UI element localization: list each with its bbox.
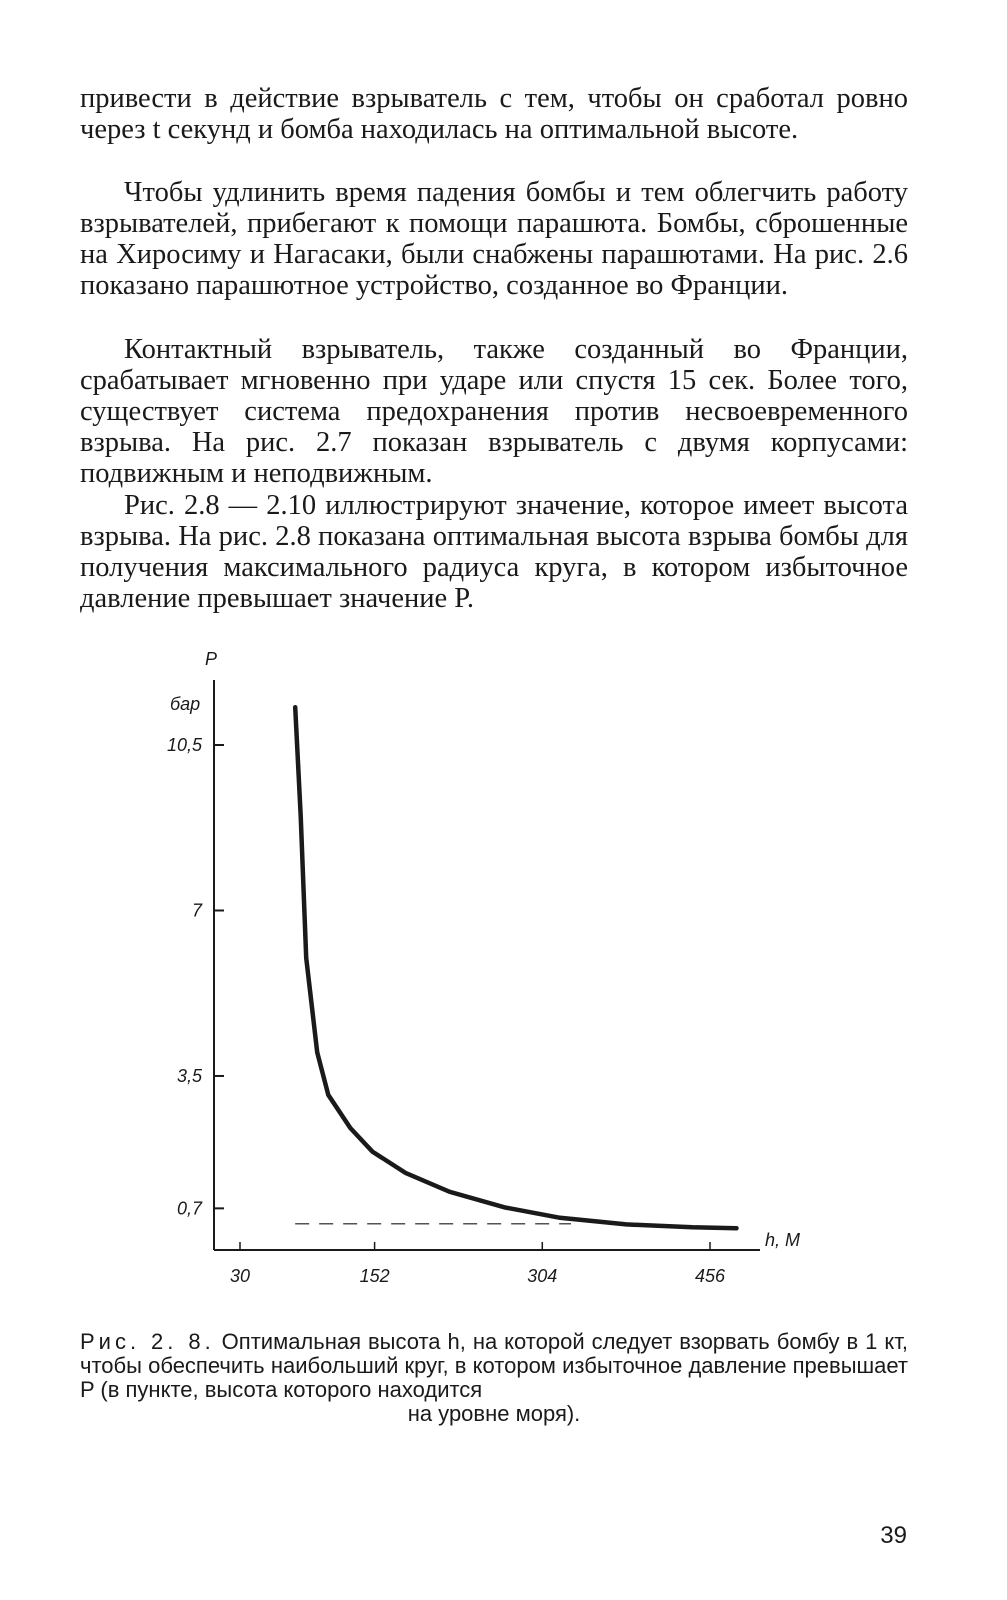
caption-tag: Рис. 2. 8. [80,1329,215,1354]
figure-2-8 [150,640,850,1320]
x-tick-label: 304 [527,1266,558,1286]
x-tick-label: 30 [229,1266,251,1286]
y-tick-label: 7 [191,900,202,921]
x-axis-title: h, M [765,1230,801,1250]
page-number: 39 [880,1522,907,1549]
y-axis-unit: бар [170,694,201,714]
figure-caption [80,1330,908,1426]
paragraph-4: Рис. 2.8 — 2.10 иллюстрируют значение, которое имеет высота взрыва. На рис. 2.8 показана оптимальная высота взрыва бомбы для получения максимального радиуса круга, в котором избыточное давление превышает значение P. [80,490,908,614]
y-axis-title: P [205,649,218,669]
y-tick-label: 10,5 [166,735,202,755]
paragraph-1: привести в действие взрыватель с тем, чтобы он сработал ровно через t секунд и бомба находилась на оптимальной высоте. [80,83,908,145]
y-tick-label: 0,7 [176,1198,202,1219]
y-tick-label: 3,5 [176,1065,202,1086]
x-ticks [230,1242,726,1286]
pressure-curve [295,707,736,1228]
x-tick-label: 456 [694,1266,726,1286]
x-tick-label: 152 [359,1266,390,1286]
pressure-height-chart [150,640,850,1320]
caption-body: Оптимальная высота h, на которой следует взорвать бомбу в 1 кт, чтобы обеспечить наибольший круг, в котором избыточное давление превышает P (в пункте, высота которого находится [80,1329,908,1402]
caption-last-line: на уровне моря). [407,1401,581,1426]
paragraph-2: Чтобы удлинить время падения бомбы и тем облегчить работу взрывателей, прибегают к помощи парашюта. Бомбы, сброшенные на Хиросиму и Нагасаки, были снабжены парашютами. На рис. 2.6 показано парашютное устройство, созданное во Франции. [80,177,908,301]
y-ticks [167,735,224,1218]
paragraph-3: Контактный взрыватель, также созданный во Франции, срабатывает мгновенно при ударе или спустя 15 сек. Более того, существует система предохранения против несвоевременного взрыва. На рис. 2.7 показан взрыватель с двумя корпусами: подвижным и неподвижным. [80,334,908,489]
